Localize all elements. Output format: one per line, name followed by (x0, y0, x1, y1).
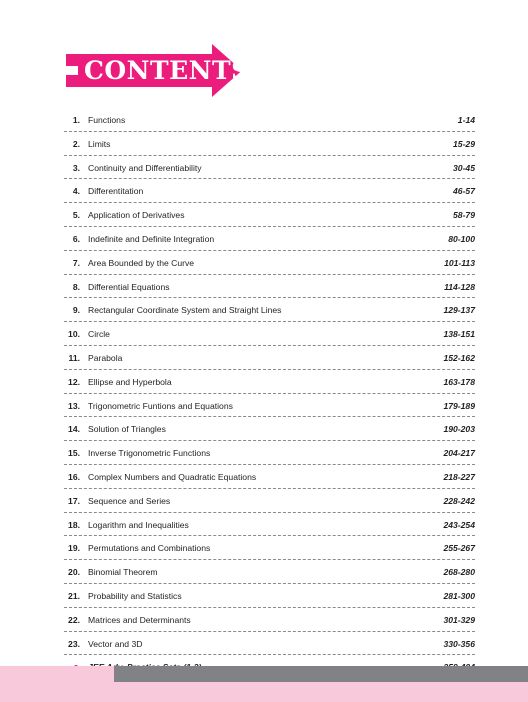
chapter-number: 16. (68, 471, 80, 482)
page-range: 179-189 (443, 400, 475, 411)
page-range: 46-57 (453, 186, 475, 197)
toc-entry[interactable] (64, 179, 475, 203)
chapter-title: Permutations and Combinations (88, 543, 211, 554)
chapter-title: Continuity and Differentiability (88, 162, 202, 173)
page-range: 163-178 (443, 376, 475, 387)
toc-entry[interactable] (64, 346, 475, 370)
chapter-title: Ellipse and Hyperbola (88, 376, 172, 387)
toc-entry[interactable] (64, 489, 475, 513)
contents-banner (62, 44, 250, 97)
chapter-number: 8. (72, 281, 80, 292)
toc-entry[interactable] (64, 132, 475, 156)
page-range: 255-267 (443, 543, 475, 554)
page-range: 330-356 (443, 638, 475, 649)
toc-entry[interactable] (64, 608, 475, 632)
chapter-title: Vector and 3D (88, 638, 143, 649)
chapter-number: 9. (72, 305, 80, 316)
chapter-number: 5. (72, 210, 80, 221)
page-range: 218-227 (443, 471, 475, 482)
page-range: 1-14 (457, 115, 475, 125)
toc-entry[interactable] (64, 298, 475, 322)
chapter-number: 19. (68, 543, 80, 554)
chapter-number: 23. (68, 638, 80, 649)
page-range: 138-151 (443, 329, 475, 340)
toc-entry[interactable] (64, 513, 475, 537)
chapter-number: 6. (72, 233, 80, 244)
toc-entry[interactable] (64, 465, 475, 489)
chapter-number: 18. (68, 519, 80, 530)
page-range: 243-254 (443, 519, 475, 530)
page-range: 228-242 (443, 495, 475, 506)
toc-entry[interactable] (64, 203, 475, 227)
toc-entry[interactable] (64, 584, 475, 608)
chapter-title: Differential Equations (88, 281, 170, 292)
page-range: 30-45 (453, 162, 475, 173)
page-range: 281-300 (443, 590, 475, 601)
chapter-number: 17. (68, 495, 80, 506)
toc-entry[interactable] (64, 536, 475, 560)
chapter-number: 13. (68, 400, 80, 411)
chapter-number: 21. (68, 590, 80, 601)
footer-gray-bar (114, 666, 528, 682)
chapter-number: 11. (68, 352, 80, 363)
chapter-title: Complex Numbers and Quadratic Equations (88, 471, 257, 482)
chapter-title: Limits (88, 138, 111, 149)
chapter-number: 20. (68, 567, 80, 578)
chapter-title: Functions (88, 115, 126, 125)
page-range: 15-29 (453, 138, 475, 149)
chapter-number: 22. (68, 614, 80, 625)
chapter-title: Trigonometric Funtions and Equations (88, 400, 233, 411)
page-range: 114-128 (444, 281, 475, 292)
toc-entry[interactable] (64, 156, 475, 180)
chapter-title: Solution of Triangles (88, 424, 166, 435)
page-range: 152-162 (443, 352, 475, 363)
chapter-title: Parabola (88, 352, 123, 363)
chapter-title: Differentitation (88, 186, 144, 197)
toc-entry[interactable] (64, 632, 475, 656)
page-range: 101-113 (444, 257, 475, 268)
chapter-title: Matrices and Determinants (88, 614, 191, 625)
page-range: 80-100 (448, 233, 475, 244)
chapter-title: Indefinite and Definite Integration (88, 233, 215, 244)
page-range: 301-329 (443, 614, 475, 625)
page-range: 204-217 (443, 448, 475, 459)
toc-entry[interactable] (64, 227, 475, 251)
chapter-number: 14. (68, 424, 80, 435)
page-range: 190-203 (443, 424, 475, 435)
chapter-number: 1. (72, 115, 80, 125)
chapter-title: Sequence and Series (88, 495, 171, 506)
page-range: 129-137 (443, 305, 475, 316)
toc-entry[interactable] (64, 251, 475, 275)
page-range: 58-79 (453, 210, 475, 221)
toc-entry[interactable] (64, 275, 475, 299)
chapter-number: 7. (72, 257, 80, 268)
toc-entry[interactable] (64, 441, 475, 465)
table-of-contents (64, 108, 475, 678)
toc-entry[interactable] (64, 417, 475, 441)
toc-entry[interactable] (64, 560, 475, 584)
chapter-number: 10. (68, 329, 80, 340)
chapter-number: 3. (72, 162, 80, 173)
chapter-title: Area Bounded by the Curve (88, 257, 195, 268)
chapter-title: Application of Derivatives (88, 210, 185, 221)
toc-entry[interactable] (64, 394, 475, 418)
toc-entry[interactable] (64, 322, 475, 346)
toc-entry[interactable] (64, 108, 475, 132)
toc-entry[interactable] (64, 370, 475, 394)
chapter-number: 4. (72, 186, 80, 197)
page-range: 268-280 (443, 567, 475, 578)
chapter-title: Binomial Theorem (88, 567, 158, 578)
chapter-number: 15. (68, 448, 80, 459)
chapter-title: Circle (88, 329, 110, 340)
chapter-number: 2. (72, 138, 80, 149)
contents-title: CONTENTS (84, 56, 250, 85)
chapter-title: Inverse Trigonometric Functions (88, 448, 211, 459)
chapter-title: Rectangular Coordinate System and Straight Lines (88, 305, 282, 316)
chapter-title: Logarithm and Inequalities (88, 519, 189, 530)
chapter-number: 12. (68, 376, 80, 387)
chapter-title: Probability and Statistics (88, 590, 182, 601)
